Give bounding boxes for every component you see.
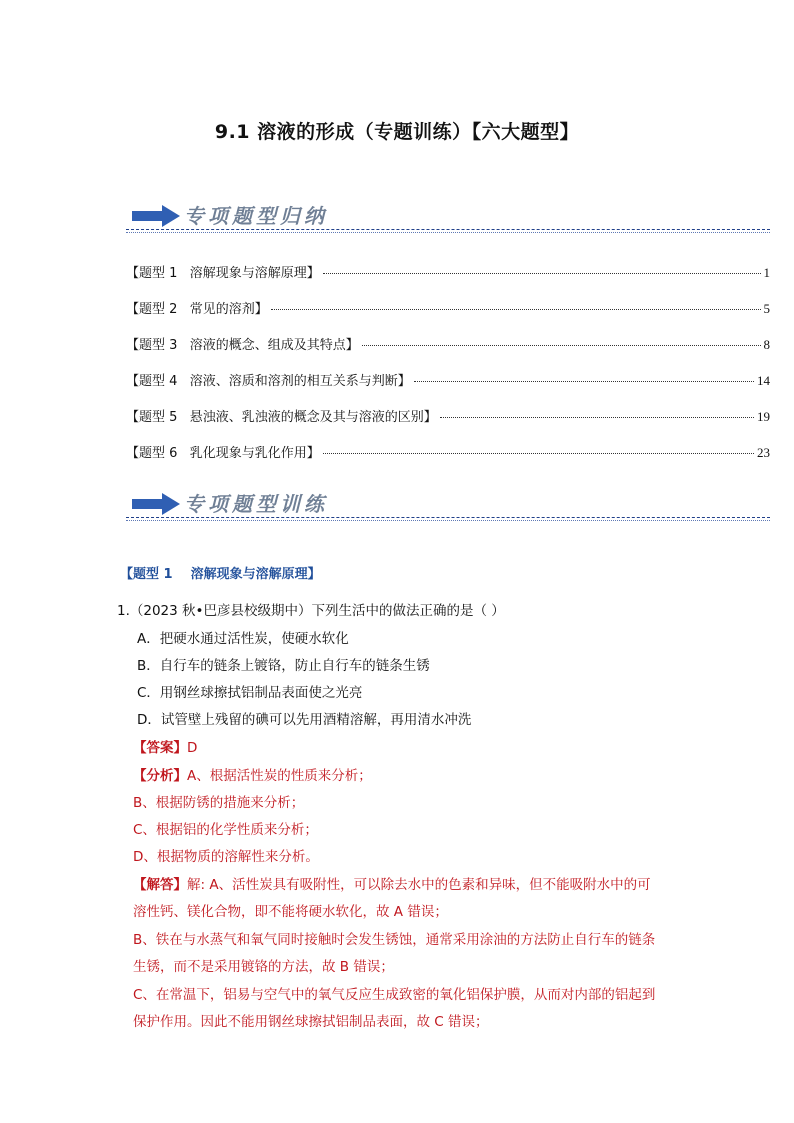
option-d: D．试管壁上残留的碘可以先用酒精溶解，再用清水冲洗: [137, 712, 472, 728]
analysis-line: D、根据物质的溶解性来分析。: [133, 849, 319, 865]
option-b: B．自行车的链条上镀铬，防止自行车的链条生锈: [137, 658, 430, 674]
toc-item[interactable]: [126, 298, 770, 334]
solution-line: 生锈，而不是采用镀铬的方法，故 B 错误；: [133, 959, 394, 975]
solution-line: B、铁在与水蒸气和氧气同时接触时会发生锈蚀，通常采用涂油的方法防止自行车的链条: [133, 932, 656, 948]
toc-item-label: 【题型 5 悬浊液、乳浊液的概念及其与溶液的区别】: [126, 410, 437, 425]
solution-line: [133, 873, 651, 893]
toc-item[interactable]: [126, 334, 770, 370]
toc-item[interactable]: [126, 370, 770, 406]
section-banner-summary: [126, 198, 770, 238]
divider: [126, 520, 770, 521]
arrow-right-icon: [132, 205, 180, 227]
toc-item-label: 【题型 6 乳化现象与乳化作用】: [126, 446, 320, 461]
toc-leader: [440, 417, 754, 418]
divider: [126, 232, 770, 233]
divider: [126, 229, 770, 230]
toc-item-page: 1: [763, 265, 770, 280]
analysis-text: A、根据活性炭的性质来分析；: [187, 768, 372, 784]
option-c: C．用钢丝球擦拭铝制品表面使之光亮: [137, 685, 363, 701]
solution-line: 保护作用。因此不能用钢丝球擦拭铝制品表面，故 C 错误；: [133, 1014, 489, 1030]
toc-item-page: 19: [757, 409, 770, 424]
question-stem: 1.（2023 秋•巴彦县校级期中）下列生活中的做法正确的是（ ）: [117, 603, 505, 619]
toc-item[interactable]: [126, 262, 770, 298]
answer-value: D: [187, 740, 198, 756]
solution-label: 【解答】: [133, 877, 187, 893]
answer-label: 【答案】: [133, 740, 187, 756]
toc-leader: [362, 345, 761, 346]
arrow-right-icon: [132, 493, 180, 515]
answer: [133, 736, 197, 756]
analysis-line: [133, 764, 372, 784]
toc-leader: [323, 273, 761, 274]
table-of-contents: [126, 262, 770, 478]
toc-item-label: 【题型 1 溶解现象与溶解原理】: [126, 266, 320, 281]
solution-line: 溶性钙、镁化合物，即不能将硬水软化，故 A 错误；: [133, 904, 448, 920]
toc-item-page: 14: [757, 373, 770, 388]
analysis-label: 【分析】: [133, 768, 187, 784]
analysis-line: B、根据防锈的措施来分析；: [133, 795, 305, 811]
banner-title: 专项题型归纳: [184, 204, 328, 228]
toc-item[interactable]: [126, 406, 770, 442]
page-title: 9.1 溶液的形成（专题训练）【六大题型】: [214, 121, 580, 143]
toc-item-page: 8: [763, 337, 770, 352]
solution-line: C、在常温下，铝易与空气中的氧气反应生成致密的氧化铝保护膜，从而对内部的铝起到: [133, 987, 656, 1003]
solution-text: 解: A、活性炭具有吸附性，可以除去水中的色素和异味，但不能吸附水中的可: [187, 877, 651, 893]
toc-item-label: 【题型 2 常见的溶剂】: [126, 302, 268, 317]
section-heading: 【题型 1 溶解现象与溶解原理】: [120, 567, 321, 582]
section-banner-training: [126, 486, 770, 526]
toc-item[interactable]: [126, 442, 770, 478]
toc-item-page: 23: [757, 445, 770, 460]
toc-item-label: 【题型 4 溶液、溶质和溶剂的相互关系与判断】: [126, 374, 411, 389]
toc-leader: [271, 309, 761, 310]
toc-item-page: 5: [763, 301, 770, 316]
toc-leader: [414, 381, 754, 382]
divider: [126, 517, 770, 518]
banner-title: 专项题型训练: [184, 492, 328, 516]
toc-item-label: 【题型 3 溶液的概念、组成及其特点】: [126, 338, 359, 353]
analysis-line: C、根据铝的化学性质来分析；: [133, 822, 318, 838]
toc-leader: [323, 453, 754, 454]
option-a: A．把硬水通过活性炭，使硬水软化: [137, 631, 349, 647]
